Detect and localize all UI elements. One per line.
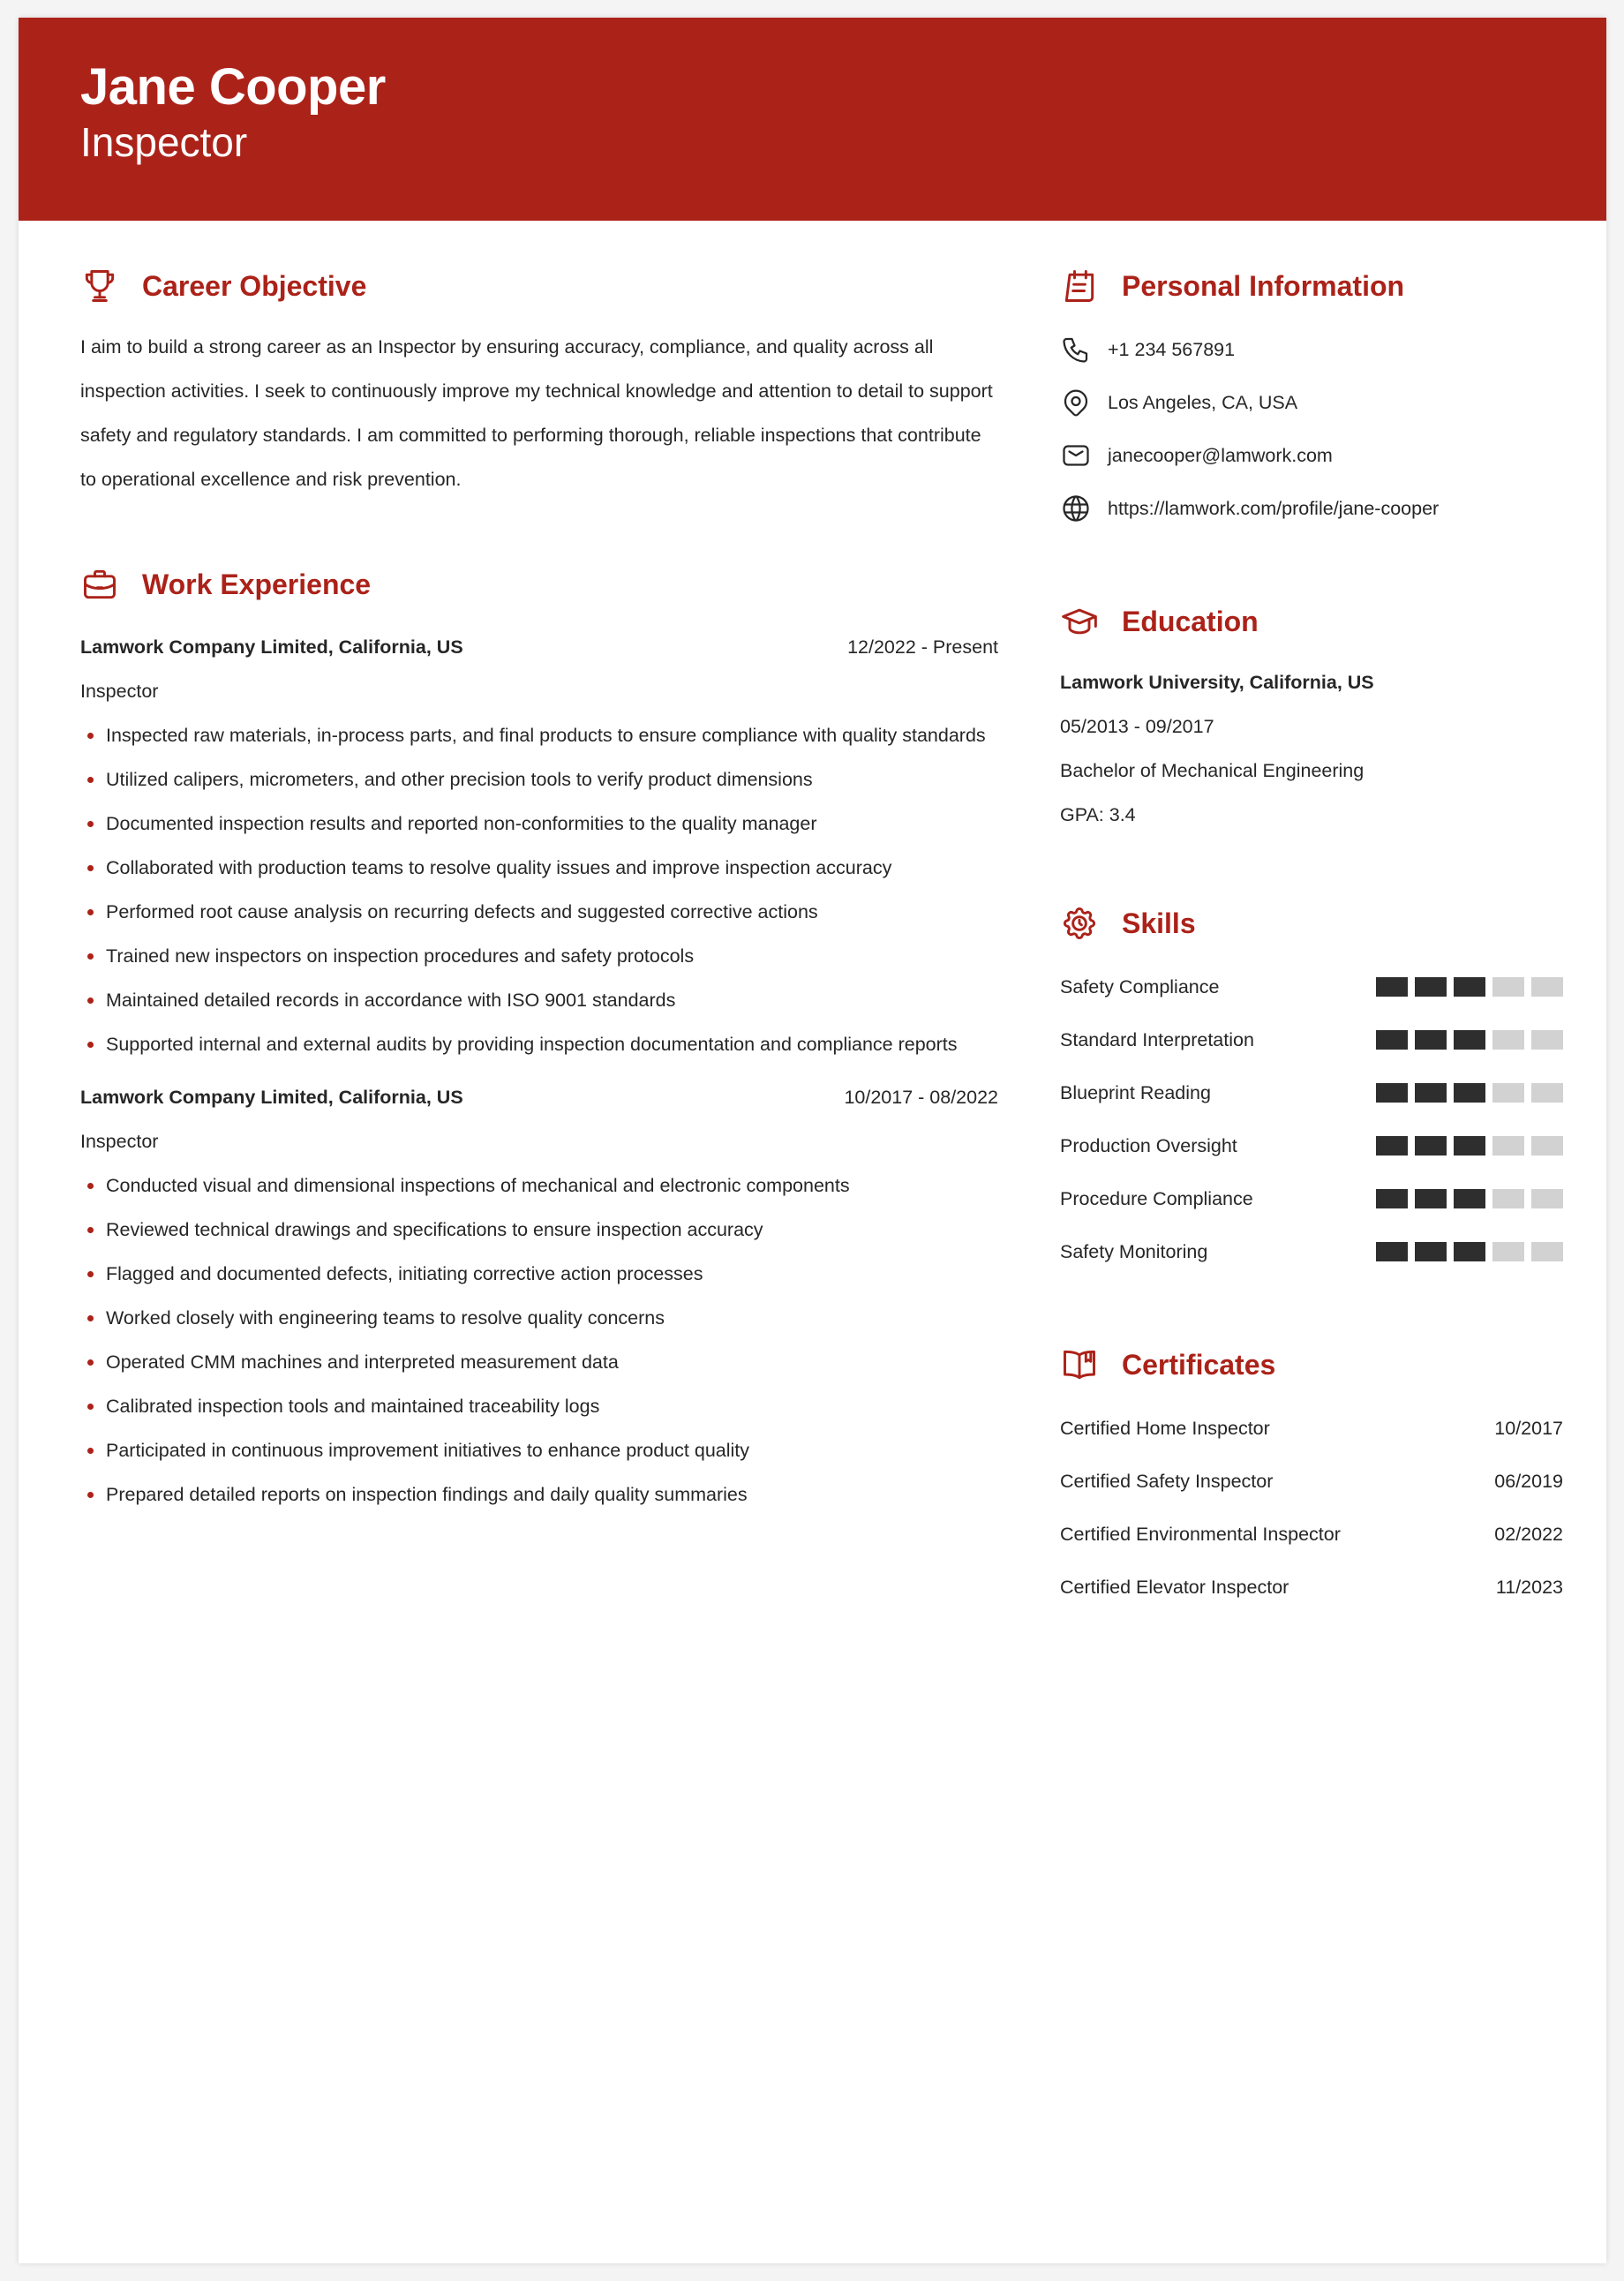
certificate-name: Certified Environmental Inspector xyxy=(1060,1523,1341,1545)
education-dates: 05/2013 - 09/2017 xyxy=(1060,716,1214,737)
job-dates: 10/2017 - 08/2022 xyxy=(844,1087,998,1108)
skill-level-filled xyxy=(1415,1030,1447,1050)
certificate-row xyxy=(1060,1561,1563,1614)
skills-section xyxy=(1060,900,1563,1278)
mail-icon xyxy=(1060,440,1092,471)
gear-icon xyxy=(1060,904,1099,943)
skill-level-filled xyxy=(1376,1242,1408,1261)
graduation-cap-icon xyxy=(1060,602,1099,641)
location-text: Los Angeles, CA, USA xyxy=(1108,391,1298,413)
skill-level-empty xyxy=(1492,1030,1524,1050)
skill-level-filled xyxy=(1376,1030,1408,1050)
skill-name: Standard Interpretation xyxy=(1060,1028,1254,1050)
skill-level-empty xyxy=(1531,1242,1563,1261)
skill-name: Blueprint Reading xyxy=(1060,1081,1211,1103)
job-company: Lamwork Company Limited, California, US xyxy=(80,636,463,658)
job-bullet: Participated in continuous improvement initiatives to enhance product quality xyxy=(80,1428,998,1472)
job-bullet: Utilized calipers, micrometers, and other precision tools to verify product dimensions xyxy=(80,757,998,802)
skill-level-filled xyxy=(1454,977,1485,997)
skill-row xyxy=(1060,1225,1563,1278)
contact-website xyxy=(1060,482,1563,535)
skill-level-filled xyxy=(1454,1083,1485,1103)
job-bullets xyxy=(80,713,998,1066)
job-bullet: Calibrated inspection tools and maintained traceability logs xyxy=(80,1384,998,1428)
phone-text: +1 234 567891 xyxy=(1108,338,1236,360)
skill-level-filled xyxy=(1376,977,1408,997)
job-bullet: Trained new inspectors on inspection procedures and safety protocols xyxy=(80,934,998,978)
skill-name: Production Oversight xyxy=(1060,1134,1237,1156)
globe-icon xyxy=(1060,493,1092,524)
skill-level-filled xyxy=(1415,977,1447,997)
job-bullets xyxy=(80,1163,998,1517)
work-experience-section xyxy=(80,561,998,1517)
job-entry xyxy=(80,625,998,1066)
resume-header xyxy=(19,18,1606,221)
location-pin-icon xyxy=(1060,387,1092,418)
objective-text xyxy=(80,325,998,501)
job-company: Lamwork Company Limited, California, US xyxy=(80,1087,463,1108)
skills-heading: Skills xyxy=(1122,907,1196,939)
skill-level-meter xyxy=(1376,977,1563,997)
skill-level-meter xyxy=(1376,1242,1563,1261)
certificates-heading: Certificates xyxy=(1122,1349,1276,1381)
skill-level-filled xyxy=(1415,1189,1447,1208)
skill-level-filled xyxy=(1454,1136,1485,1156)
email-text[interactable]: janecooper@lamwork.com xyxy=(1108,444,1333,466)
skill-level-empty xyxy=(1531,1083,1563,1103)
job-position: Inspector xyxy=(80,681,159,702)
skill-level-filled xyxy=(1415,1136,1447,1156)
candidate-title: Inspector xyxy=(80,119,248,165)
job-bullet: Supported internal and external audits by providing inspection documentation and compliance reports xyxy=(80,1022,998,1066)
skill-level-filled xyxy=(1376,1189,1408,1208)
contact-phone xyxy=(1060,323,1563,376)
career-objective-section xyxy=(80,263,998,501)
skill-row xyxy=(1060,1066,1563,1119)
objective-line: inspection activities. I seek to continuously improve my technical knowledge and attention to detail to support xyxy=(80,380,993,402)
skill-level-empty xyxy=(1492,977,1524,997)
skill-level-empty xyxy=(1492,1189,1524,1208)
job-bullet: Operated CMM machines and interpreted measurement data xyxy=(80,1340,998,1384)
career-objective-heading: Career Objective xyxy=(142,270,367,302)
education-heading: Education xyxy=(1122,606,1259,637)
certificate-date: 10/2017 xyxy=(1494,1417,1563,1439)
website-text[interactable]: https://lamwork.com/profile/jane-cooper xyxy=(1108,497,1440,519)
job-bullet: Prepared detailed reports on inspection findings and daily quality summaries xyxy=(80,1472,998,1517)
skill-level-filled xyxy=(1454,1242,1485,1261)
objective-line: I aim to build a strong career as an Inspector by ensuring accuracy, compliance, and quality across all xyxy=(80,336,934,358)
skill-name: Safety Compliance xyxy=(1060,975,1220,997)
certificate-name: Certified Safety Inspector xyxy=(1060,1470,1274,1492)
job-bullet: Reviewed technical drawings and specifications to ensure inspection accuracy xyxy=(80,1208,998,1252)
certificates-section xyxy=(1060,1342,1563,1614)
certificate-date: 06/2019 xyxy=(1494,1470,1563,1492)
resume-page xyxy=(19,18,1606,2263)
skill-level-meter xyxy=(1376,1030,1563,1050)
skill-level-meter xyxy=(1376,1136,1563,1156)
skill-row xyxy=(1060,1013,1563,1066)
phone-icon xyxy=(1060,334,1092,365)
skill-level-meter xyxy=(1376,1083,1563,1103)
job-bullet: Maintained detailed records in accordance with ISO 9001 standards xyxy=(80,978,998,1022)
job-dates: 12/2022 - Present xyxy=(847,636,998,658)
education-gpa: GPA: 3.4 xyxy=(1060,804,1136,825)
skill-level-filled xyxy=(1376,1083,1408,1103)
job-bullet: Performed root cause analysis on recurring defects and suggested corrective actions xyxy=(80,890,998,934)
right-column xyxy=(1060,263,1563,1614)
skill-row xyxy=(1060,1119,1563,1172)
certificate-date: 02/2022 xyxy=(1494,1523,1563,1545)
trophy-icon xyxy=(80,267,119,305)
skill-level-filled xyxy=(1376,1136,1408,1156)
certificate-date: 11/2023 xyxy=(1495,1576,1563,1598)
job-bullet: Collaborated with production teams to resolve quality issues and improve inspection accuracy xyxy=(80,846,998,890)
skill-row xyxy=(1060,1172,1563,1225)
calendar-note-icon xyxy=(1060,267,1099,305)
job-entry xyxy=(80,1075,998,1517)
certificate-row xyxy=(1060,1402,1563,1455)
skill-name: Procedure Compliance xyxy=(1060,1187,1253,1209)
certificate-row xyxy=(1060,1455,1563,1508)
personal-info-section xyxy=(1060,263,1563,535)
skill-level-empty xyxy=(1531,977,1563,997)
skill-level-filled xyxy=(1415,1083,1447,1103)
skill-name: Safety Monitoring xyxy=(1060,1240,1208,1262)
job-bullet: Inspected raw materials, in-process parts, and final products to ensure compliance with quality standards xyxy=(80,713,998,757)
skill-level-empty xyxy=(1531,1189,1563,1208)
skill-level-empty xyxy=(1531,1136,1563,1156)
work-experience-heading: Work Experience xyxy=(142,568,372,600)
contact-location xyxy=(1060,376,1563,429)
education-degree: Bachelor of Mechanical Engineering xyxy=(1060,760,1365,781)
skill-list xyxy=(1060,960,1563,1278)
job-bullet: Documented inspection results and reported non-conformities to the quality manager xyxy=(80,802,998,846)
personal-info-heading: Personal Information xyxy=(1122,270,1405,302)
certificate-row xyxy=(1060,1508,1563,1561)
skill-level-empty xyxy=(1492,1083,1524,1103)
education-section xyxy=(1060,598,1563,837)
skill-level-filled xyxy=(1454,1189,1485,1208)
skill-level-empty xyxy=(1492,1136,1524,1156)
candidate-name: Jane Cooper xyxy=(80,58,386,116)
job-bullet: Flagged and documented defects, initiating corrective action processes xyxy=(80,1252,998,1296)
certificate-name: Certified Home Inspector xyxy=(1060,1417,1270,1439)
contact-email xyxy=(1060,429,1563,482)
skill-level-empty xyxy=(1492,1242,1524,1261)
objective-line: safety and regulatory standards. I am committed to performing thorough, reliable inspections that contribute xyxy=(80,425,981,446)
certificate-list xyxy=(1060,1402,1563,1614)
skill-level-filled xyxy=(1415,1242,1447,1261)
skill-level-meter xyxy=(1376,1189,1563,1208)
certificate-name: Certified Elevator Inspector xyxy=(1060,1576,1289,1598)
left-column xyxy=(80,263,998,1517)
skill-row xyxy=(1060,960,1563,1013)
job-bullet: Worked closely with engineering teams to resolve quality concerns xyxy=(80,1296,998,1340)
education-school: Lamwork University, California, US xyxy=(1060,672,1374,693)
job-position: Inspector xyxy=(80,1131,159,1152)
job-bullet: Conducted visual and dimensional inspections of mechanical and electronic components xyxy=(80,1163,998,1208)
briefcase-icon xyxy=(80,565,119,604)
skill-level-filled xyxy=(1454,1030,1485,1050)
objective-line: to operational excellence and risk prevention. xyxy=(80,469,462,490)
open-book-icon xyxy=(1060,1345,1099,1384)
skill-level-empty xyxy=(1531,1030,1563,1050)
